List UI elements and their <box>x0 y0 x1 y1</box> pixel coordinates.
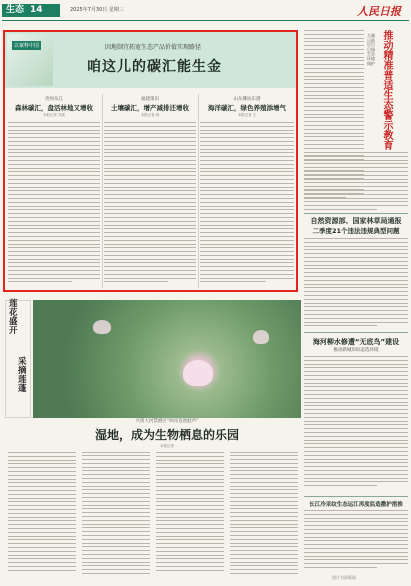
lotus-flower <box>253 330 269 344</box>
column-3-head <box>200 96 294 118</box>
side-news-1-subtitle: 二季度21个违法违规典型问题 <box>312 227 400 235</box>
column-1-title: 森林碳汇，盘活林地又增收 <box>15 104 93 112</box>
side-divider <box>304 332 408 333</box>
column-1-kicker: 贵州从江 <box>45 97 63 102</box>
column-2-byline: 本报记者 林 <box>140 113 160 117</box>
column-divider <box>198 94 199 288</box>
masthead <box>0 0 411 24</box>
bottom-article-body <box>8 452 298 574</box>
side-news-2-subtitle: 推动新城岸综态选环境 <box>333 348 379 353</box>
section-tag <box>2 4 60 17</box>
side-article-kicker: 大量日前后日日绿生态环境保护 <box>367 33 375 66</box>
side-divider <box>304 496 408 497</box>
side-divider <box>304 213 408 214</box>
banner-illustration <box>7 34 53 86</box>
column-1-head <box>8 96 100 118</box>
bottom-article-title: 湿地，成为生物栖息的乐园 <box>94 428 239 442</box>
side-article-title: 推动精准普适生态警示教育 <box>381 30 392 150</box>
side-news-1-body <box>304 238 408 330</box>
side-news-3-body <box>304 510 408 572</box>
column-2-kicker: 福建莆田 <box>141 97 159 102</box>
column-2-body <box>104 122 196 288</box>
page-number: 14 <box>30 5 43 15</box>
side-news-3-title: 长江冷采纹生态运江再度监造撒护措推 <box>309 502 403 508</box>
column-3-body <box>200 122 294 288</box>
bottom-article-byline: 本报记者 <box>160 444 174 448</box>
masthead-rule <box>2 20 409 21</box>
column-3-kicker: 山东潍坊东港 <box>233 97 261 102</box>
lotus-photo <box>33 300 301 418</box>
banner-leaf-title: 以案释中国 <box>14 43 40 49</box>
newspaper-logo: 人民日报 <box>357 5 401 18</box>
page-footer: 图片为原版面 <box>332 575 356 580</box>
lotus-flower <box>183 360 213 386</box>
side-news-2-body <box>304 356 408 494</box>
column-2-head <box>104 96 196 118</box>
side-article-body-2 <box>304 152 408 212</box>
feature-kicker: 因地制宜拓宽生态产品价值实现路径 <box>105 44 202 51</box>
feature-banner <box>5 32 296 88</box>
photo-caption-1: 莲花盛开 <box>9 299 18 336</box>
column-3-byline: 本报记者 王 <box>237 113 257 117</box>
section-name: 生态 <box>6 5 25 15</box>
side-news-1-title: 自然资源部、国家林草局通报 <box>310 217 402 225</box>
issue-date: 2025年7月30日 星期三 <box>70 7 124 13</box>
lotus-flower <box>93 320 111 334</box>
photo-caption-2: 采摘莲蓬 <box>18 357 27 394</box>
feature-title: 咱这儿的碳汇能生金 <box>87 59 222 75</box>
column-3-title: 海洋碳汇，绿色养殖添增气 <box>208 104 286 112</box>
column-divider <box>102 94 103 288</box>
column-2-title: 土壤碳汇，增产减排还增收 <box>111 104 189 112</box>
bottom-article-kicker: 兴奥大河禁渔区“两岸连池蛙声” <box>135 419 199 424</box>
column-1-body <box>8 122 100 288</box>
side-news-2-title: 海河柳水修遭“无底鸟”建设 <box>312 338 400 346</box>
column-1-byline: 本报记者 苏滨 <box>42 113 66 117</box>
